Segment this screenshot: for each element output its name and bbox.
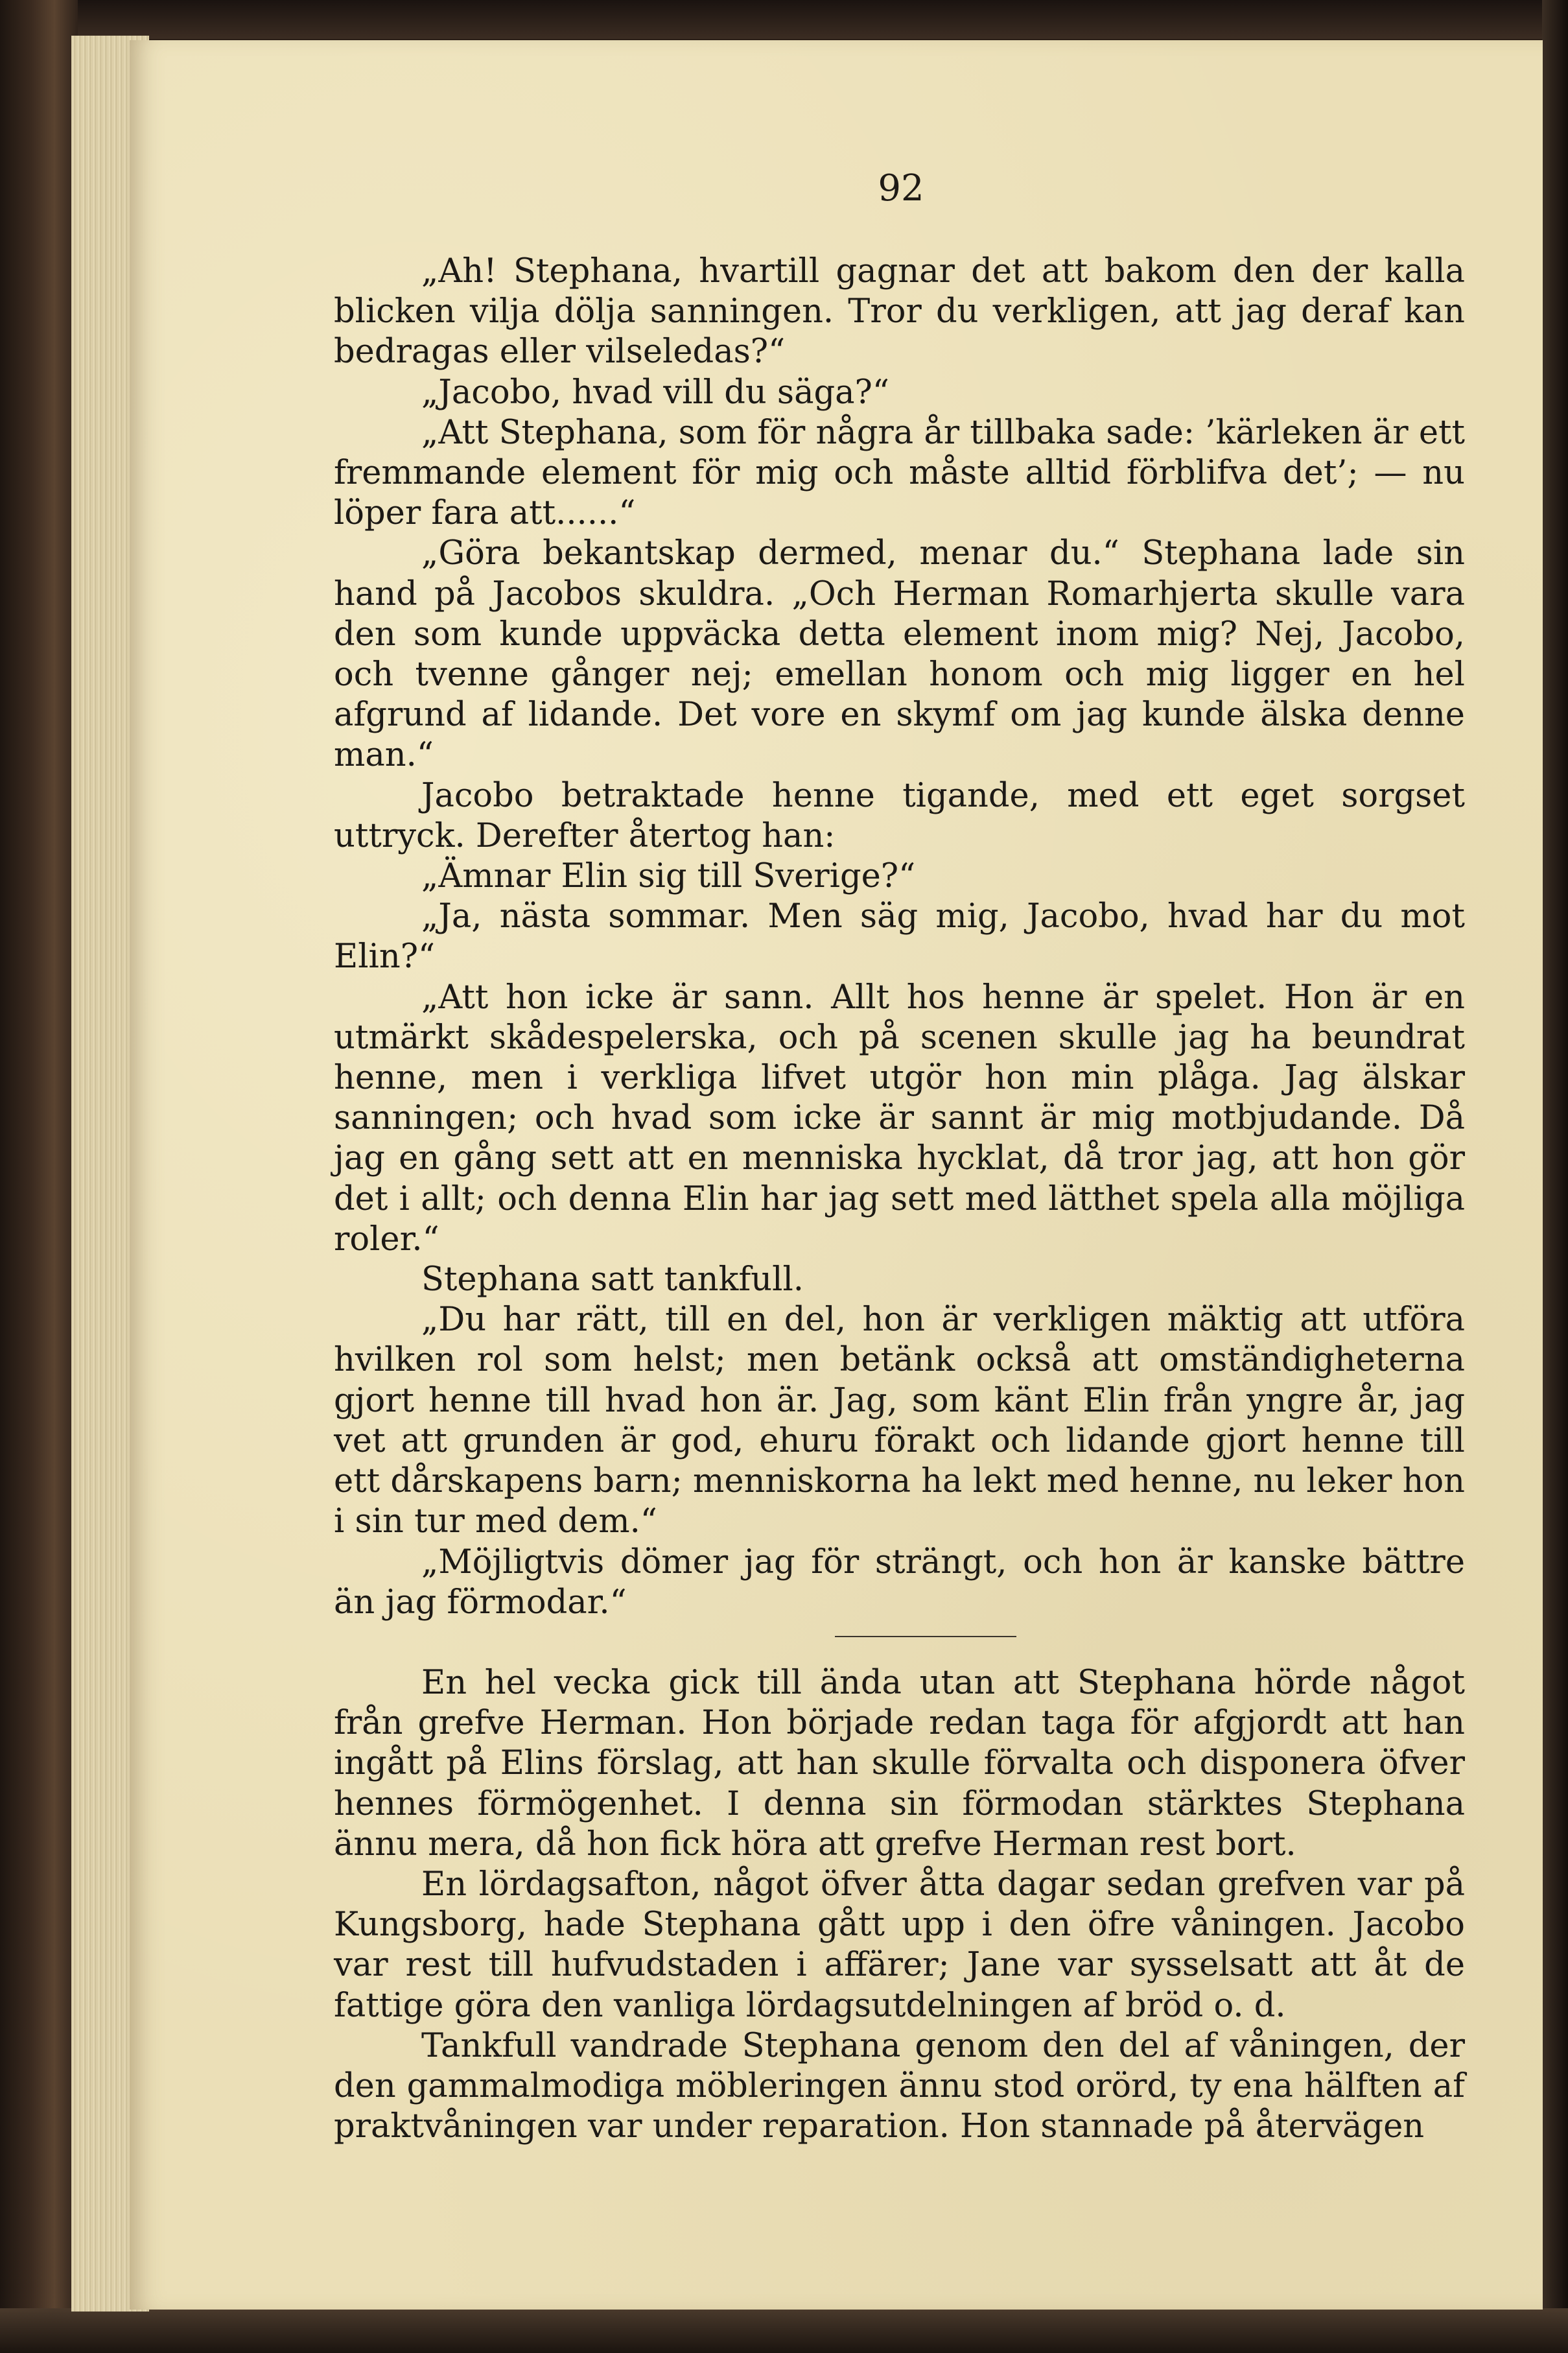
paragraph-5: Jacobo betraktade henne tigande, med ett eget sorgset uttryck. Derefter återtog han:	[334, 776, 1465, 855]
book-cover-right-edge	[1542, 0, 1568, 2353]
paragraph-3: „Att Stephana, som för några år tillbaka sade: ’kärleken är ett fremmande element för mig och måste alltid förblifva det’; — nu löper fara att......“	[334, 413, 1465, 533]
paragraph-6: „Ämnar Elin sig till Sverige?“	[421, 857, 916, 896]
paragraph-9: Stephana satt tankfull.	[421, 1260, 804, 1299]
section-divider-rule	[835, 1636, 1016, 1637]
book-cover-bottom-edge	[0, 2308, 1568, 2353]
body-text	[334, 252, 1465, 2147]
paragraph-10: „Du har rätt, till en del, hon är verkligen mäktig att utföra hvilken rol som helst; men betänk också att omständigheterna gjort henne till hvad hon är. Jag, som känt Elin från yngre år, jag vet att grunden är god, ehuru förakt och lidande gjort henne till ett dårskapens barn; menniskorna ha lekt med henne, nu leker hon i sin tur med dem.“	[334, 1301, 1465, 1541]
paragraph-11: „Möjligtvis dömer jag för strängt, och hon är kanske bättre än jag förmodar.“	[334, 1543, 1465, 1622]
paragraph-13: En lördagsafton, något öfver åtta dagar sedan grefven var på Kungsborg, hade Stephana gått upp i den öfre våningen. Jacobo var rest till hufvudstaden i affärer; Jane var sysselsatt att åt de fattige göra den vanliga lördagsutdelningen af bröd o. d.	[334, 1865, 1465, 2025]
paragraph-1: „Ah! Stephana, hvartill gagnar det att bakom den der kalla blicken vilja dölja sanningen. Tror du verkligen, att jag deraf kan bedragas eller vilseledas?“	[334, 252, 1465, 372]
book-cover-top-edge	[0, 0, 1568, 39]
page-number: 92	[878, 167, 924, 209]
paragraph-8: „Att hon icke är sann. Allt hos henne är spelet. Hon är en utmärkt skådespelerska, och på scenen skulle jag ha beundrat henne, men i verkliga lifvet utgör hon min plåga. Jag älskar sanningen; och hvad som icke är sannt är mig motbjudande. Då jag en gång sett att en menniska hycklat, då tror jag, att hon gör det i allt; och denna Elin har jag sett med lätthet spela alla möjliga roler.“	[334, 978, 1465, 1259]
paragraph-14: Tankfull vandrade Stephana genom den del af våningen, der den gammalmodiga möbleringen ännu stod orörd, ty ena hälften af praktvåningen var under reparation. Hon stannade på återvägen	[334, 2026, 1465, 2146]
book-binding-left	[0, 0, 78, 2353]
paragraph-7: „Ja, nästa sommar. Men säg mig, Jacobo, hvad har du mot Elin?“	[334, 897, 1465, 976]
paragraph-4: „Göra bekantskap dermed, menar du.“ Stephana lade sin hand på Jacobos skuldra. „Och Herman Romarhjerta skulle vara den som kunde uppväcka detta element inom mig? Nej, Jacobo, och tvenne gånger nej; emellan honom och mig ligger en hel afgrund af lidande. Det vore en skymf om jag kunde älska denne man.“	[334, 534, 1465, 775]
paragraph-12: En hel vecka gick till ända utan att Stephana hörde något från grefve Herman. Hon började redan taga för afgjordt att han ingått på Elins förslag, att han skulle förvalta och disponera öfver hennes förmögenhet. I denna sin förmodan stärktes Stephana ännu mera, då hon fick höra att grefve Herman rest bort.	[334, 1663, 1465, 1863]
paragraph-2: „Jacobo, hvad vill du säga?“	[421, 373, 889, 412]
